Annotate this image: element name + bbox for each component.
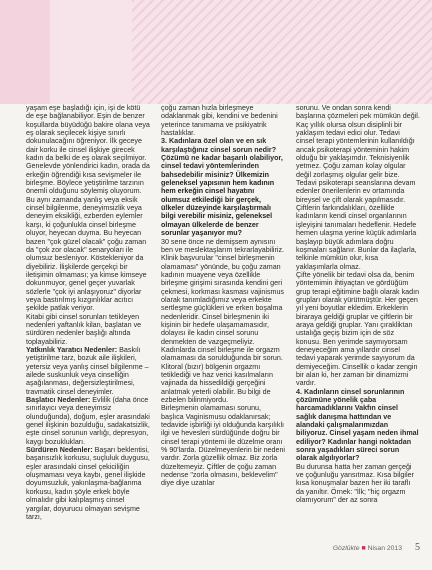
- paragraph-text: 30 sene önce ne demişsem aynısını ben ve meslektaşlarım tekrarlayabiliriz. Klinik başvurular "cinsel birleşmenin olamaması" yönünde, bu çoğu zaman kadının muayene veya özellikle birleşme girişimi sırasında kendini geri çekmesi, korkması kasması vajinismus olarak tanımladığımız veya erkekte sertleşme güçlükleri ve erken boşalma nedenleridir. Cinsel birleşmenin iki kişinin bir hedefe ulaşamamasıdır, dolayısı ile kadın cinsel sorunu denmekten de vazgeçmeliyiz.: [161, 237, 285, 346]
- paragraph-text: Evlilik (daha önce sınırlayıcı veya deneyimsiz olunduğunda), doğum, eşler arasındaki genel ilişkinin bozulduğu, sadakatsizlik, eşte cinsel sorunun varlığı, depresyon, kaygı bozuklukları.: [26, 396, 150, 446]
- article-columns: [26, 104, 420, 540]
- paragraph-text: sorunu. Ve ondan sonra kendi başlarına çözmeleri pek mümkün değil. Kaç yıllık olursa olsun disiplinli bir yaklaşım tedavi edici olur. Tedavi cinsel terapi yöntemlerinin kullanıldığı ancak psikoterapi yönteminin hakim olduğu bir yaklaşımdır. Teknisiyenlik yetmez. Çoğu zaman kolay olgular değil zorlaşmış olgular gelir bize. Tedavi psikoterapi seanslarına devam edenler önerilenlerin ev ortamında bireysel ve çift olarak yapılmasıdır. Çiftlerin farkındalıkları, özellikle kadınların kendi cinsel organlarının işleyişini tanımaları hedeflenir. Hedefe hemen ulaşma yerine küçük adımlarla başlayıp büyük adımlara doğru koşmaları sağlanır. Bunlar da ilaçlarla, telkinle mümkün olur, kısa yaklaşımlarla olmaz.: [296, 104, 420, 271]
- paragraph: [296, 104, 420, 271]
- paragraph: [161, 104, 285, 137]
- paragraph: [161, 137, 285, 237]
- paragraph-heading: 3. Kadınlara özel olan ve en sık karşılaştığınız cinsel sorun nedir? Çözümü ne kadar başarılı olabiliyor, cinsel tedavi yöntemlerinden bahsedebilir misiniz?: [161, 137, 283, 179]
- paragraph-text: Baskılı yetiştirilme tarz, bozuk aile ilişkileri, yetersiz veya yanlış cinsel bilgilenme –ailede suskunluk veya cinselliğin aşağılanması, değersizleştirilmesi, travmatik cinsel deneyimler.: [26, 345, 149, 396]
- paragraph: [26, 313, 150, 346]
- page-number: 5: [415, 542, 420, 553]
- paragraph: [161, 346, 285, 404]
- column-left: [26, 104, 150, 540]
- paragraph: [161, 404, 285, 487]
- page-footer: [0, 543, 432, 570]
- magazine-name: Gözlükte: [332, 545, 360, 552]
- paragraph: [26, 104, 150, 313]
- paragraph-text: çoğu zaman hızla birleşmeye odaklanmak gibi, kendini ve bedenini yeterince tanımama ve psikiyatrik hastalıklar.: [161, 104, 278, 138]
- issue-date: Nisan 2013: [367, 545, 402, 552]
- paragraph-text: Çifte yönelik bir tedavi olsa da, benim yöntemimin ihtiyaçtan ve gördüğüm grup terapi eğitimine bağlı olarak kadın grupları olarak yürütmüştür. Her geçen yıl yeni boyutlar ekledim. Erkeklerin biraraya geldiği gruplar ve çiftlerin bir araya geldiği gruplar. Yanı çırakliktan ustalığa geçiş bizim için de söz konusu. Ben yerimde saymıyorsam deneyeceğim ama yıllardır cinsel tedavi yaparak yerimde sayıyorum da demiyeceğim. Cinsellik o kadar zengin bir alan ki, her zaman bir dinamizmi vardır.: [296, 270, 420, 388]
- paragraph: [26, 346, 150, 396]
- paragraph-text: Başarı beklentisi, başarısızlık korkusu, suçluluk duygusu, eşler arasındaki cinsel çekiciliğin oluşmaması veya kaybı, genel ilişkide doyumsuzluk, yakınlaşma-bağlanma korkusu, kadın şöyle erkek böyle olmalıdır gibi kalıplaşmış cinsel yargılar, doyurucu olmayan sevişme tarzı,: [26, 446, 150, 521]
- paragraph: [26, 446, 150, 521]
- paragraph-heading: Sürdüren Nedenler:: [26, 446, 93, 455]
- column-right: [296, 104, 420, 540]
- paragraph: [26, 396, 150, 446]
- paragraph-heading: Başlatıcı Nedenler:: [26, 396, 91, 405]
- hatch-pattern: [132, 0, 432, 104]
- paragraph-text: Ülkemizin geleneksel yapısının hem kadının hem erkeğin cinsel hayatını olumsuz etkilediği bir gerçek, ülkeler düzeyinde karşılaştırmalı bilgi verebilir misiniz, geleneksel olmayan ülkelerde de benzer sorunlar yaşanıyor mu?: [161, 170, 275, 238]
- footer-issue: [333, 545, 402, 552]
- paragraph: [296, 463, 420, 505]
- paragraph: [161, 238, 285, 346]
- paragraph-text: Birleşmenin olamaması sorunu, başlıca Vaginismusu odaklanırsak; tedavide işbirliği iyi olduğunda karşılıklı ilgi ve hevesleri sürdüğünde doğru bir cinsel terapi yöntemi ile düzelme oranı % 90'larda. Düzelmeyenlerin bir nedeni vardır. Zorla güzellik olmaz. Biz zorla düzeltemeyiz. Çiftler de çoğu zaman nedense "zorla olmasını, beklevelim" diye diye uzatılar: [161, 404, 285, 488]
- footer-separator: ■: [361, 545, 366, 552]
- paragraph-heading: Yatkınlık Yaratıcı Nedenler:: [26, 345, 118, 354]
- paragraph-text: Kadınlarda cinsel birleşme ile orgazm olamaması da sorulduğunda bir sorun. Klitoral (bızır) bölgenin orgazmı tetiklediği ve haz verici kasılmaların vajinada da hissedildiği gerçeğini anlatmak yeterli olabilir. Bu bilgi de ezbelen bilinmiyordu.: [161, 345, 283, 405]
- paragraph-text: Kitabi gibi cinsel sorunları tetikleyen nedenleri yaftanlık kilan, başlatan ve sürdüren nedenler başlığı altında toplayabiliriz.: [26, 312, 142, 346]
- paragraph-text: Bu durunsa hatta her zaman gerçeği ve çoğunluğu yansıtmaz. Kısa bilgiler kısa konuşmalar bazen her iki taraflı da yanıltır. Örnek: "İlk; "hiç orgazm olamıyorum" der az sonra: [296, 462, 414, 505]
- paragraph: [296, 388, 420, 463]
- paragraph-text: yaşam eşe başladığı için, işi de kötü de eşe bağlanabiliyor. Eşin de benzer koşullarda büyüdüğü bakire olana veya eş olarak seçilecek kişiye sınırlı dokunulacağını öğreniyor. İlk geceye dair korku ile cinsel ilişkiye girecek kadın da belki de eş olarak seçilmiyor. Genelevde yönlendirici kadın, orada da erkeğin öğrendiği kısa sevişmeler ile birleşme. Böylece yetiştirilme tarzının önemli olduğunu söylemiş oluyorum. Bu aynı zamanda yanlış veya eksik cinsel bilgilenme, deneyimsizlik veya deneyim eksikliği, ezberden eylemler karşı, ki çoğunlukla cinsel birleşme oluyor, heyecan duyma. Bu heyecan bazen "çok güzel olacak" çoğu zaman da "çok zor olacak" senaryoları ile olumsuz besleniyor. Köstekleniyor da diyebiliriz. İlişkilerde gerçekçi bir iletişimin olmaması; ya kimse kimseye dokunmuyor, genel geçer yuvarlak sözlerle "çok iyi anlaşıyoruz" diyorlar veya bastırılmış kızgınlıklar acıtıcı şekilde patlak veriyor.: [26, 104, 150, 313]
- paragraph-heading: 4. Kadınların cinsel sorunlarının çözümüne yönelik çaba harcamadıklarını Vakfın cinsel sağlık danışma hattından ve alandaki çalışmalarımızdan biliyoruz. Cinsel yaşam neden ihmal ediliyor? Kadınlar hangi noktadan sonra yaşadıkları süreci sorun olarak algılıyorlar?: [296, 387, 419, 463]
- paragraph: [296, 271, 420, 388]
- header-decoration: [0, 0, 432, 104]
- column-middle: [161, 104, 285, 540]
- side-tab-decoration: [0, 0, 50, 104]
